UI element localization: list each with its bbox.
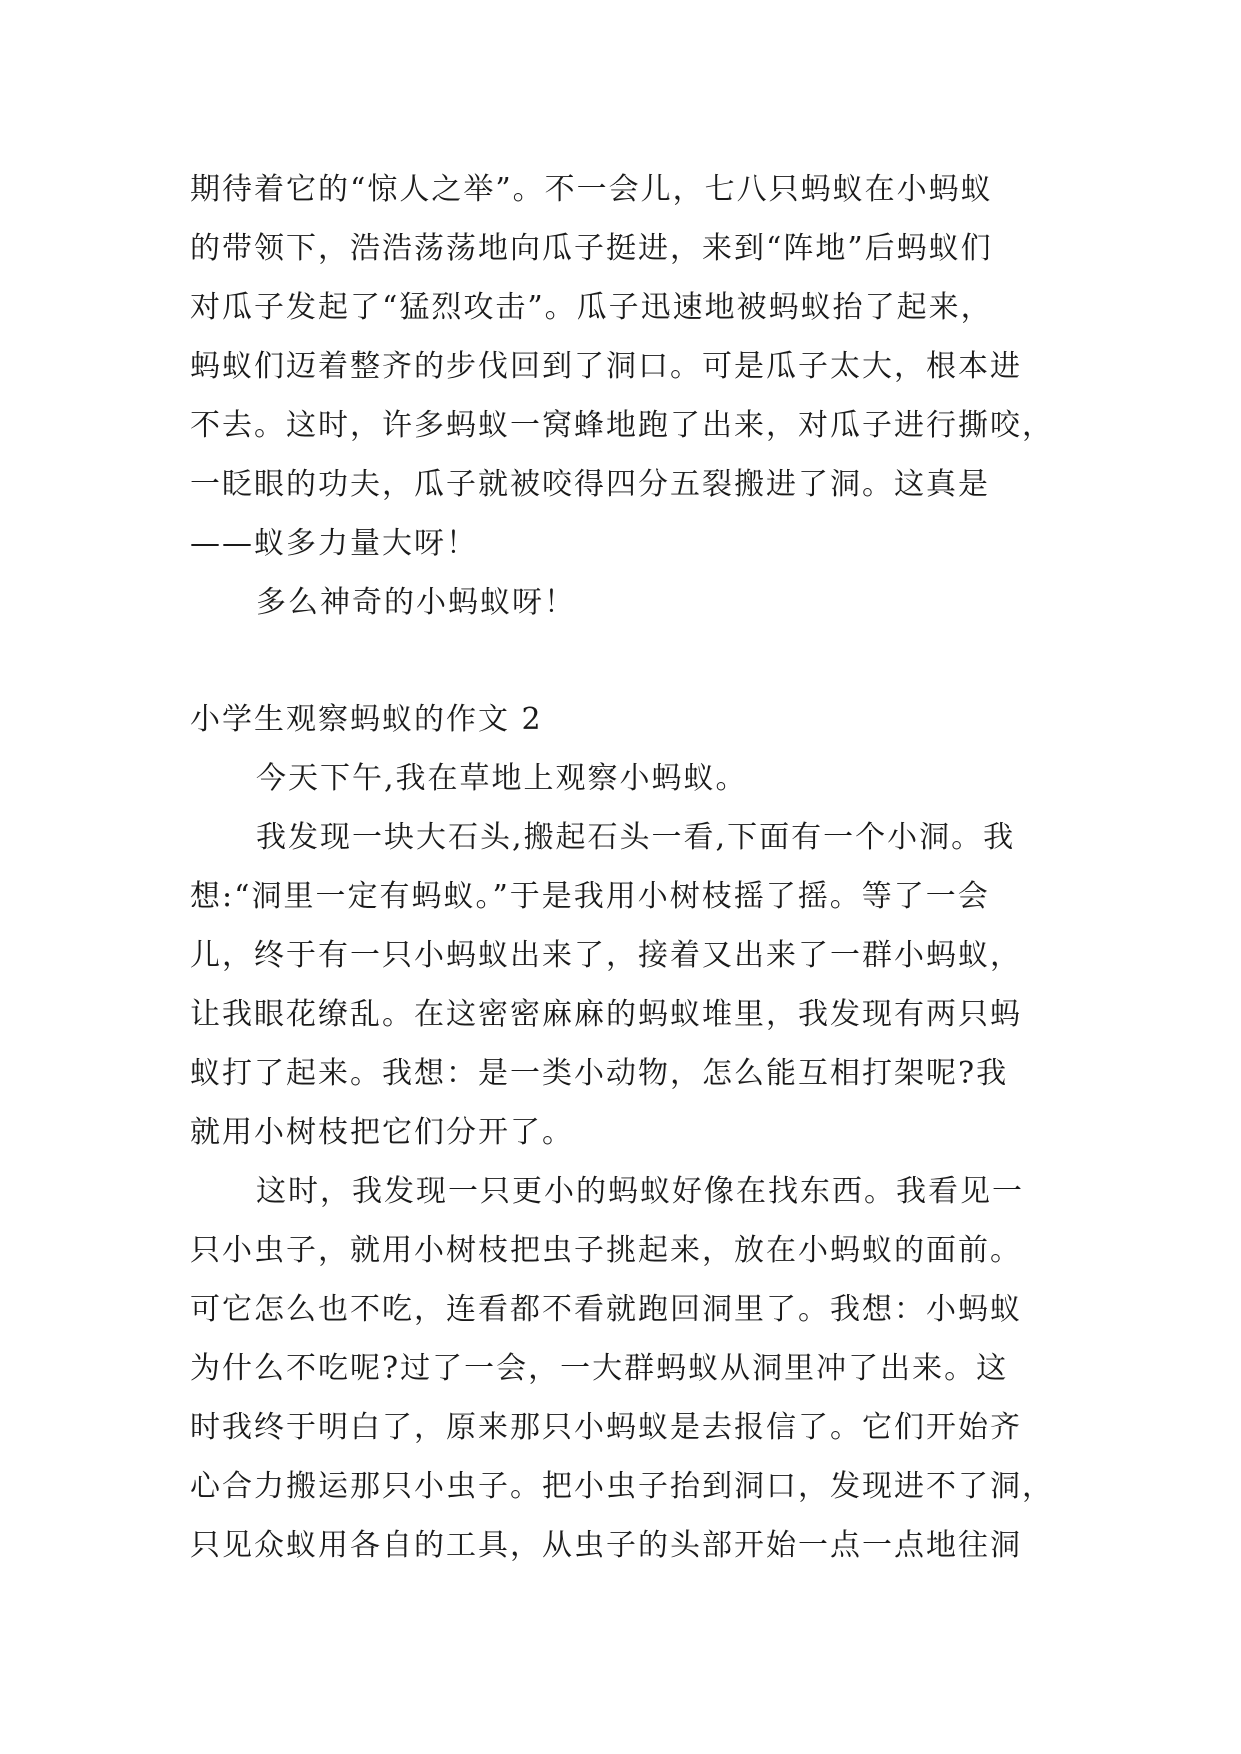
paragraph-line: 这时，我发现一只更小的蚂蚁好像在找东西。我看见一 — [256, 1174, 1024, 1209]
paragraph-line: 对瓜子发起了“猛烈攻击”。瓜子迅速地被蚂蚁抬了起来， — [190, 290, 993, 325]
paragraph-line: 今天下午,我在草地上观察小蚂蚁。 — [256, 761, 748, 796]
closing-line: 多么神奇的小蚂蚁呀！ — [256, 585, 576, 620]
paragraph-line: 我发现一块大石头,搬起石头一看,下面有一个小洞。我 — [256, 820, 1016, 855]
paragraph-line: 为什么不吃呢?过了一会，一大群蚂蚁从洞里冲了出来。这 — [190, 1351, 1009, 1386]
paragraph-line: 不去。这时，许多蚂蚁一窝蜂地跑了出来，对瓜子进行撕咬， — [190, 408, 1054, 443]
paragraph-line: 让我眼花缭乱。在这密密麻麻的蚂蚁堆里，我发现有两只蚂 — [190, 997, 1022, 1032]
section-title: 小学生观察蚂蚁的作文 2 — [190, 702, 543, 737]
paragraph-line: 就用小树枝把它们分开了。 — [190, 1115, 574, 1150]
paragraph-line: 只小虫子，就用小树枝把虫子挑起来，放在小蚂蚁的面前。 — [190, 1233, 1022, 1268]
paragraph-line: ——蚁多力量大呀！ — [190, 526, 478, 561]
paragraph-line: 期待着它的“惊人之举”。不一会儿，七八只蚂蚁在小蚂蚁 — [190, 172, 993, 207]
paragraph-line: 一眨眼的功夫，瓜子就被咬得四分五裂搬进了洞。这真是 — [190, 467, 990, 502]
paragraph-line: 儿，终于有一只小蚂蚁出来了，接着又出来了一群小蚂蚁， — [190, 938, 1022, 973]
paragraph-line: 蚁打了起来。我想：是一类小动物，怎么能互相打架呢?我 — [190, 1056, 1009, 1091]
paragraph-line: 想:“洞里一定有蚂蚁。”于是我用小树枝摇了摇。等了一会 — [190, 879, 990, 914]
paragraph-line: 可它怎么也不吃，连看都不看就跑回洞里了。我想：小蚂蚁 — [190, 1292, 1022, 1327]
paragraph-line: 心合力搬运那只小虫子。把小虫子抬到洞口，发现进不了洞， — [190, 1469, 1054, 1504]
paragraph-line: 时我终于明白了，原来那只小蚂蚁是去报信了。它们开始齐 — [190, 1410, 1022, 1445]
paragraph-line: 只见众蚁用各自的工具，从虫子的头部开始一点一点地往洞 — [190, 1528, 1022, 1563]
paragraph-line: 的带领下，浩浩荡荡地向瓜子挺进，来到“阵地”后蚂蚁们 — [190, 231, 993, 266]
paragraph-line: 蚂蚁们迈着整齐的步伐回到了洞口。可是瓜子太大，根本进 — [190, 349, 1022, 384]
